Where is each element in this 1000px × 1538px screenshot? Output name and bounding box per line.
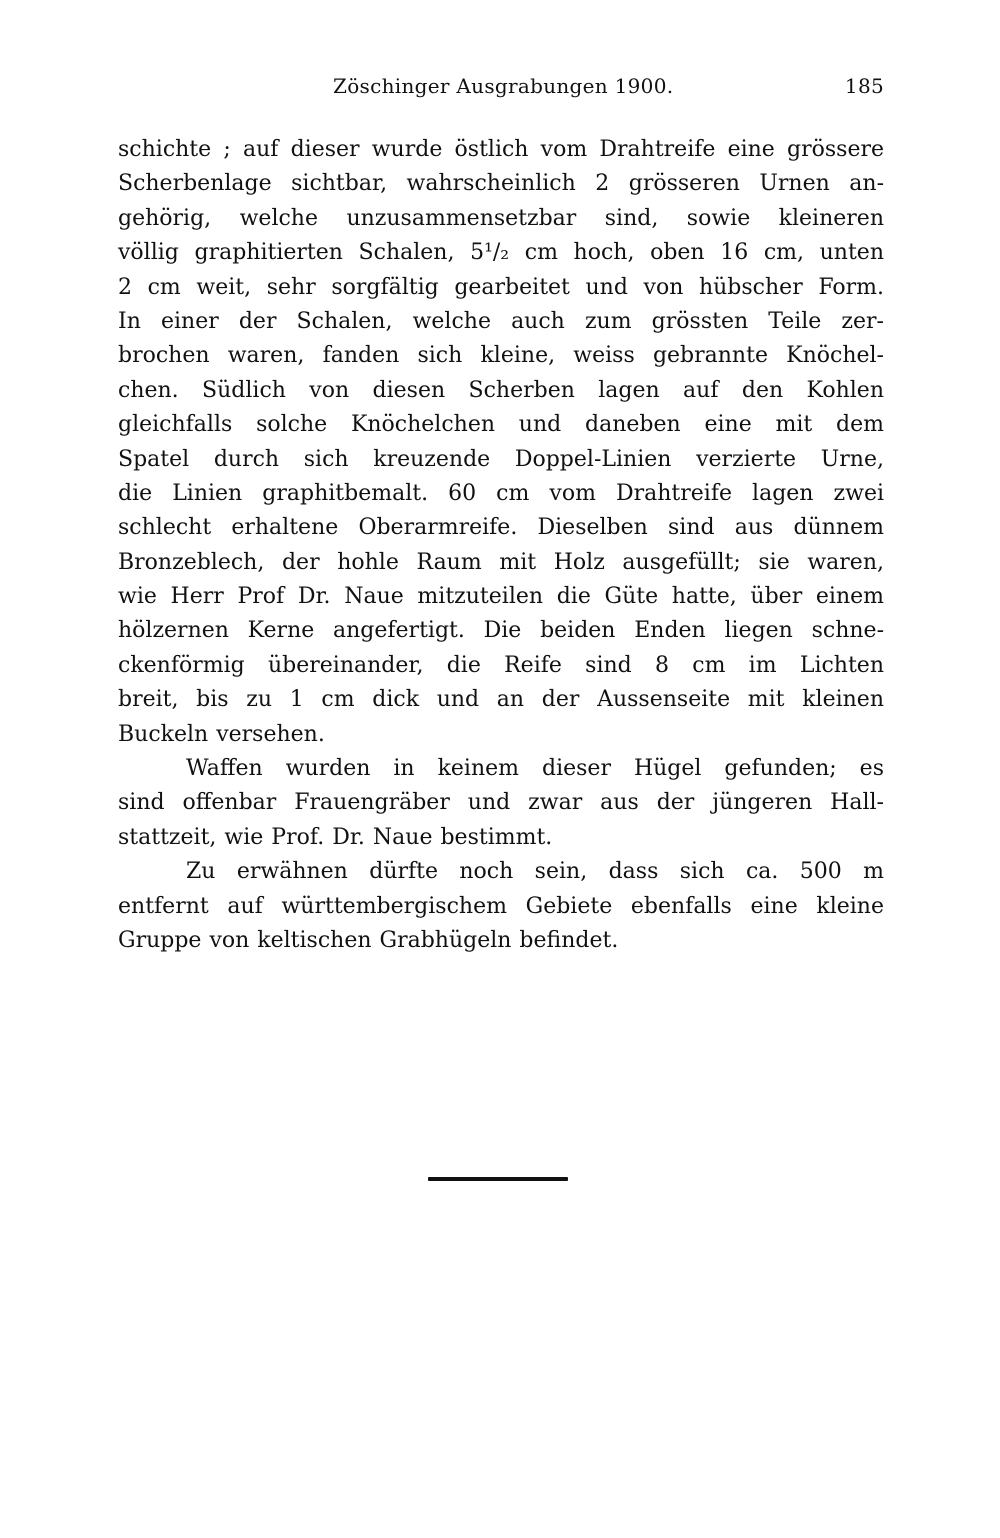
text-line: schichte ; auf dieser wurde östlich vom Drahtreife eine grössere: [118, 137, 884, 162]
text-line: breit, bis zu 1 cm dick und an der Aussenseite mit kleinen: [118, 687, 884, 713]
text-line: die Linien graphitbemalt. 60 cm vom Drahtreife lagen zwei: [118, 480, 884, 506]
text-line: stattzeit, wie Prof. Dr. Naue bestimmt.: [118, 824, 553, 850]
text-line: schlecht erhaltene Oberarmreife. Dieselben sind aus dünnem: [118, 515, 884, 541]
text-line: In einer der Schalen, welche auch zum grössten Teile zer-: [118, 308, 884, 334]
text-line: brochen waren, fanden sich kleine, weiss gebrannte Knöchel-: [118, 343, 884, 369]
end-rule: [428, 1177, 568, 1181]
text-line: wie Herr Prof Dr. Naue mitzuteilen die Güte hatte, über einem: [118, 584, 884, 610]
text-line: sind offenbar Frauengräber und zwar aus der jüngeren Hall-: [118, 790, 884, 816]
text-line: gleichfalls solche Knöchelchen und daneben eine mit dem: [118, 412, 884, 438]
body-text: [118, 133, 884, 958]
page-number: 185: [844, 74, 884, 98]
text-line: Waffen wurden in keinem dieser Hügel gefunden; es: [186, 756, 884, 782]
text-line: völlig graphitierten Schalen, 5¹/₂ cm hoch, oben 16 cm, unten: [118, 240, 884, 266]
text-line: Zu erwähnen dürfte noch sein, dass sich ca. 500 m: [186, 859, 884, 885]
text-line: 2 cm weit, sehr sorgfältig gearbeitet und von hübscher Form.: [118, 274, 884, 300]
running-head: [118, 74, 884, 104]
text-line: hölzernen Kerne angefertigt. Die beiden Enden liegen schne-: [118, 618, 884, 644]
text-line: gehörig, welche unzusammensetzbar sind, sowie kleineren: [118, 205, 884, 231]
text-line: ckenförmig übereinander, die Reife sind 8 cm im Lichten: [118, 652, 884, 678]
text-line: chen. Südlich von diesen Scherben lagen auf den Kohlen: [118, 377, 884, 403]
text-line: Spatel durch sich kreuzende Doppel-Linien verzierte Urne,: [118, 446, 884, 472]
text-line: entfernt auf württembergischem Gebiete ebenfalls eine kleine: [118, 893, 884, 919]
text-line: Scherbenlage sichtbar, wahrscheinlich 2 grösseren Urnen an-: [118, 171, 884, 197]
text-line: Bronzeblech, der hohle Raum mit Holz ausgefüllt; sie waren,: [118, 549, 884, 575]
text-line: Buckeln versehen.: [118, 721, 325, 747]
running-title: Zöschinger Ausgrabungen 1900.: [333, 74, 674, 98]
text-line: Gruppe von keltischen Grabhügeln befindet.: [118, 927, 619, 953]
